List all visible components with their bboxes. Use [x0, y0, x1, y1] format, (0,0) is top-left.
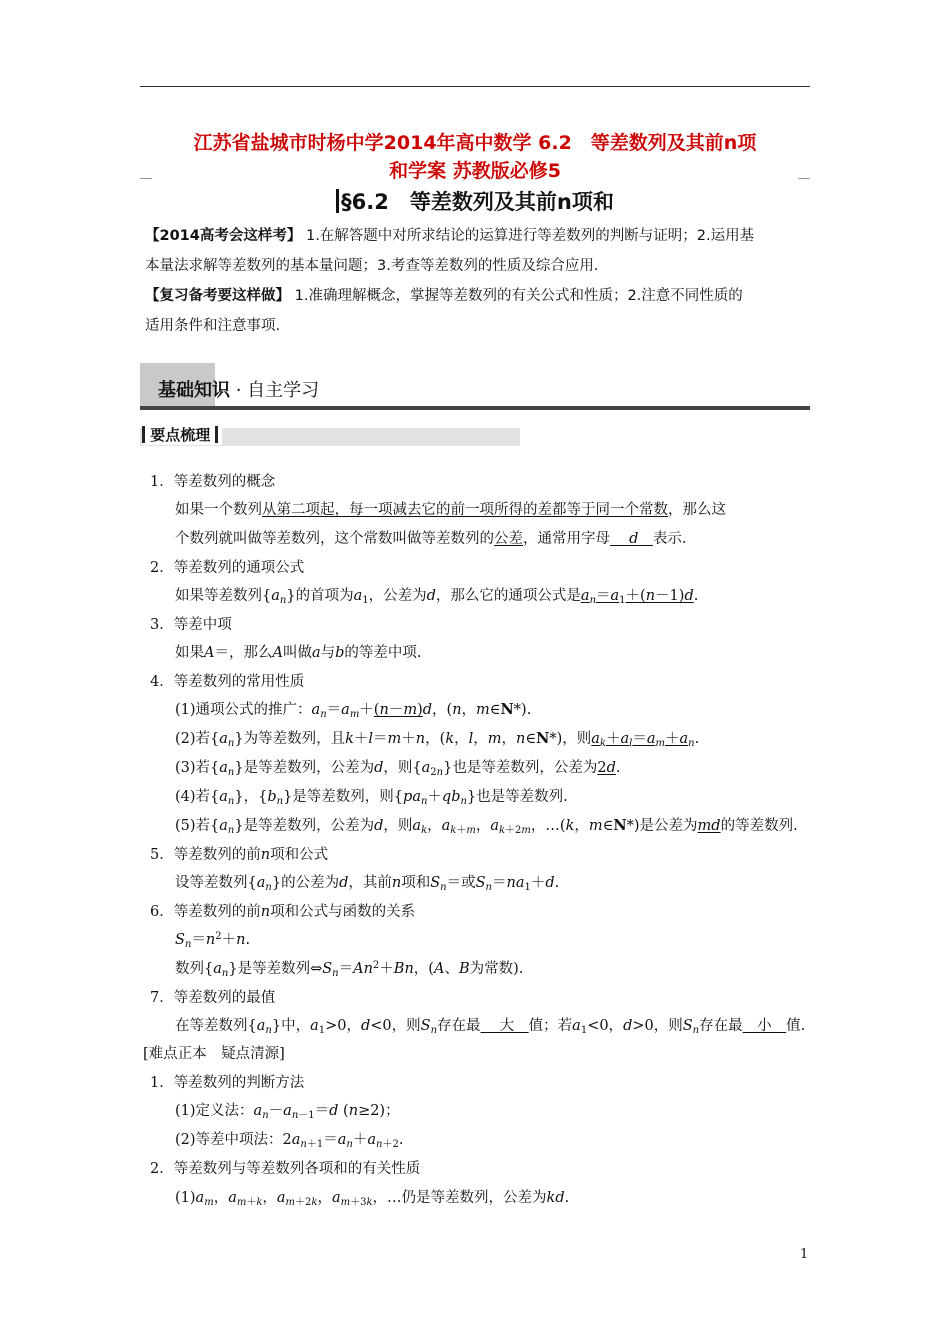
section-band-title: 基础知识 · 自主学习: [158, 380, 320, 401]
item-7-title: 7．等差数列的最值: [150, 990, 276, 1006]
item-4-5: (5)若$\{a_n\}$是等差数列，公差为d，则$a_k$，$a_{k+m}$，$a_{k+2m}$，…(k，m∈N*)是公差为md的等差数列.: [175, 817, 798, 836]
page-number: 1: [800, 1247, 809, 1262]
review-label: 【复习备考要这样做】: [145, 288, 290, 304]
difficulty-heading: [难点正本 疑点清源]: [143, 1046, 285, 1062]
section-title: §6.2 等差数列及其前n项和: [0, 186, 950, 216]
item-6-title: 6．等差数列的前n项和公式与函数的关系: [150, 904, 416, 920]
diff-1-1: (1)定义法：$a_n-a_{n-1}=d$ (n≥2)；: [175, 1103, 400, 1121]
item-3-text: 如果A＝，那么A叫做a与b的等差中项.: [175, 645, 422, 661]
corner-mark: [140, 178, 152, 179]
item-1-text: 如果一个数列从第二项起，每一项减去它的前一项所得的差都等于同一个常数，那么这: [175, 502, 726, 518]
item-4-1: (1)通项公式的推广：$a_n=a_m+(n-m)d$，(n，m∈N*).: [175, 701, 532, 720]
diff-1-2: (2)等差中项法：$2a_{n+1}=a_n+a_{n+2}$.: [175, 1132, 404, 1150]
item-4-3: (3)若$\{a_n\}$是等差数列，公差为d，则$\{a_{2n}\}$也是等差数列，公差为2d.: [175, 760, 621, 778]
top-rule: [140, 86, 810, 87]
item-3-title: 3．等差中项: [150, 617, 232, 633]
diff-2-title: 2．等差数列与等差数列各项和的有关性质: [150, 1161, 421, 1177]
document-title-line-1: 江苏省盐城市时杨中学2014年高中数学 6.2 等差数列及其前n项: [193, 132, 757, 154]
intro-exam-line-2: 本量法求解等差数列的基本量问题；3.考查等差数列的性质及综合应用.: [145, 258, 599, 274]
item-5-text: 设等差数列$\{a_n\}$的公差为d，其前n项和$S_n=$或$S_n=na_1+d$.: [175, 875, 560, 893]
document-title-line-2: 和学案 苏教版必修5: [389, 160, 561, 182]
item-4-2: (2)若$\{a_n\}$为等差数列，且k＋l＝m＋n，(k，l，m，n∈N*)，则$a_k+a_l=a_m+a_n$.: [175, 730, 700, 749]
item-4-title: 4．等差数列的常用性质: [150, 674, 305, 690]
item-4-4: (4)若$\{a_n\}$，$\{b_n\}$是等差数列，则$\{pa_n+qb_n\}$也是等差数列.: [175, 789, 568, 807]
item-6-text: $S_n=n^2+n$.: [175, 931, 251, 950]
item-7-text: 在等差数列$\{a_n\}$中，$a_1>0$，d<0，则$S_n$存在最 大 值；若$a_1<0$，d>0，则$S_n$存在最 小 值.: [175, 1018, 806, 1036]
item-2-title: 2．等差数列的通项公式: [150, 560, 305, 576]
intro-review-line-1: 【复习备考要这样做】 1.准确理解概念，掌握等差数列的有关公式和性质；2.注意不同性质的: [145, 288, 743, 304]
diff-2-1: $(1)a_m$，$a_{m+k}$，$a_{m+2k}$，$a_{m+3k}$，…仍是等差数列，公差为kd.: [175, 1190, 570, 1208]
intro-exam-line-1: 【2014高考会这样考】 1.在解答题中对所求结论的运算进行等差数列的判断与证明；2.运用基: [145, 228, 755, 244]
diff-1-title: 1．等差数列的判断方法: [150, 1075, 305, 1091]
corner-mark: [798, 178, 810, 179]
item-1-title: 1．等差数列的概念: [150, 474, 276, 490]
item-6-text-2: 数列$\{a_n\}$是等差数列$\Leftrightarrow S_n=An^2+Bn$，(A、B为常数).: [175, 960, 524, 979]
intro-review-line-2: 适用条件和注意事项.: [145, 318, 281, 334]
section-band-rule: [140, 406, 810, 410]
item-5-title: 5．等差数列的前n项和公式: [150, 847, 329, 863]
exam-label: 【2014高考会这样考】: [145, 228, 302, 244]
item-1-text-2: 个数列就叫做等差数列，这个常数叫做等差数列的公差，通常用字母 d 表示.: [175, 531, 687, 547]
item-2-text: 如果等差数列$\{a_n\}$的首项为$a_1$，公差为d，那么它的通项公式是$a_n=a_1+(n-1)d$.: [175, 588, 699, 606]
subheading: 要点梳理: [142, 424, 222, 445]
